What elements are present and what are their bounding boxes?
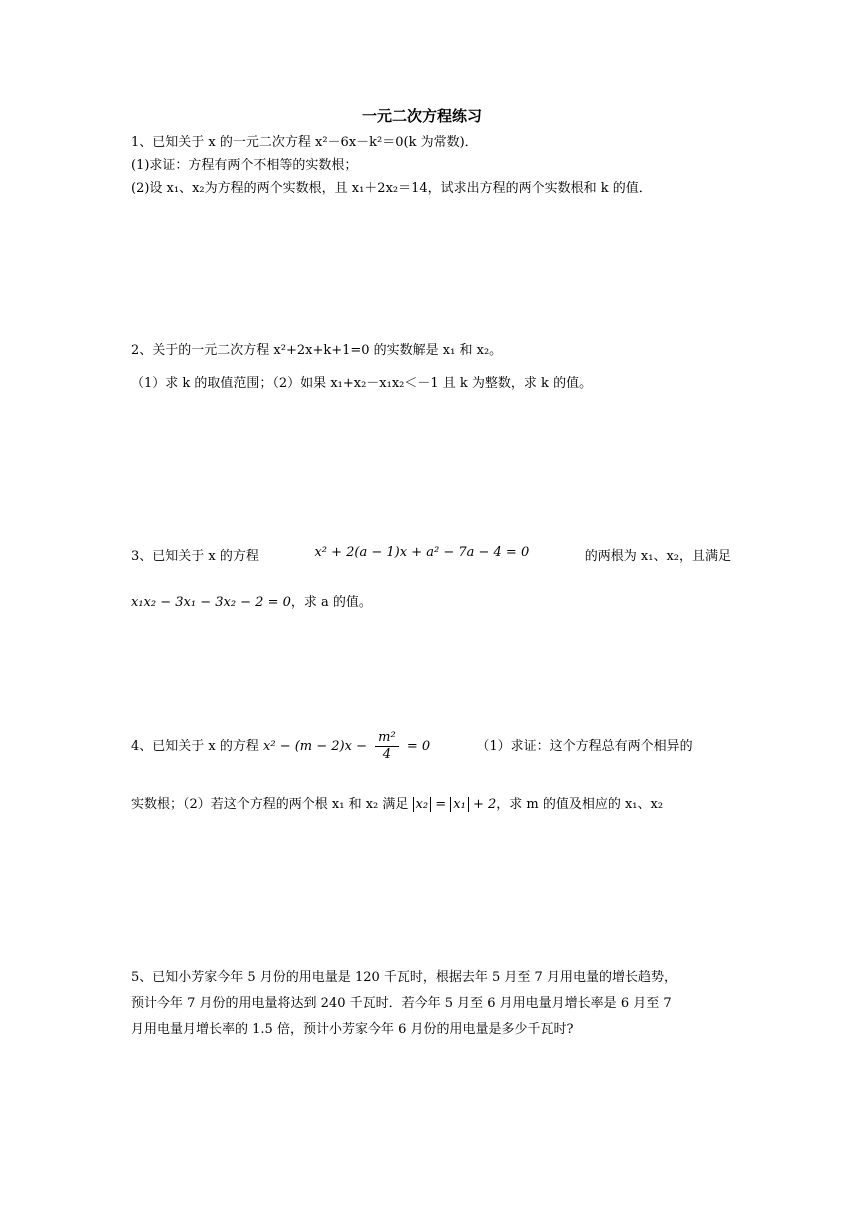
- question-4-line-1: [131, 730, 693, 763]
- abs-x2: x₂: [413, 797, 432, 812]
- fraction-numerator: m²: [375, 730, 399, 747]
- question-1-part-1: (1)求证：方程有两个不相等的实数根；: [131, 158, 358, 173]
- abs-x1: x₁: [450, 797, 469, 812]
- plus-two: + 2: [472, 797, 497, 812]
- question-4-prefix: 4、已知关于 x 的方程: [131, 739, 259, 754]
- question-4-line-2-suffix: ，求 m 的值及相应的 x₁、x₂: [496, 797, 664, 812]
- question-2-parts: （1）求 k 的取值范围；（2）如果 x₁+x₂－x₁x₂＜－1 且 k 为整数，求 k 的值。: [131, 376, 593, 391]
- question-3-equation: x² + 2(a − 1)x + a² − 7a − 4 = 0: [314, 545, 530, 560]
- question-1-stem: 1、已知关于 x 的一元二次方程 x²－6x－k²＝0(k 为常数)．: [131, 135, 478, 150]
- question-2-stem: 2、关于的一元二次方程 x²+2x+k+1=0 的实数解是 x₁ 和 x₂。: [131, 343, 503, 358]
- question-1-part-2: (2)设 x₁、x₂为方程的两个实数根，且 x₁＋2x₂＝14，试求出方程的两个实数根和 k 的值．: [131, 181, 652, 196]
- fraction-denominator: 4: [382, 747, 392, 762]
- question-3-line-2: [131, 591, 372, 610]
- question-3-condition: x₁x₂ − 3x₁ − 3x₂ − 2 = 0: [131, 595, 291, 610]
- question-5-line-1: 5、已知小芳家今年 5 月份的用电量是 120 千瓦时，根据去年 5 月至 7 月用电量的增长趋势，: [131, 970, 677, 985]
- question-3-prefix: 3、已知关于 x 的方程: [131, 549, 259, 564]
- question-5-line-2: 预计今年 7 月份的用电量将达到 240 千瓦时．若今年 5 月至 6 月用电量月增长率是 6 月至 7: [131, 996, 672, 1011]
- question-4-eq-left: x² − (m − 2)x −: [263, 739, 367, 754]
- question-3-line-1: [131, 545, 731, 564]
- question-4-line-2: [131, 793, 663, 812]
- question-4-fraction: [375, 730, 399, 763]
- question-5-line-3: 月用电量月增长率的 1.5 倍，预计小芳家今年 6 月份的用电量是多少千瓦时?: [131, 1022, 574, 1037]
- question-4-line-2-text: 实数根；（2）若这个方程的两个根 x₁ 和 x₂ 满足: [131, 797, 409, 812]
- question-4-eq-right: = 0: [406, 739, 431, 754]
- question-4-part-1: （1）求证：这个方程总有两个相异的: [476, 739, 693, 754]
- question-3-suffix: 的两根为 x₁、x₂，且满足: [584, 549, 731, 564]
- question-3-ask: ，求 a 的值。: [290, 595, 372, 610]
- equals-sign: =: [435, 797, 447, 812]
- page-title: 一元二次方程练习: [362, 107, 483, 125]
